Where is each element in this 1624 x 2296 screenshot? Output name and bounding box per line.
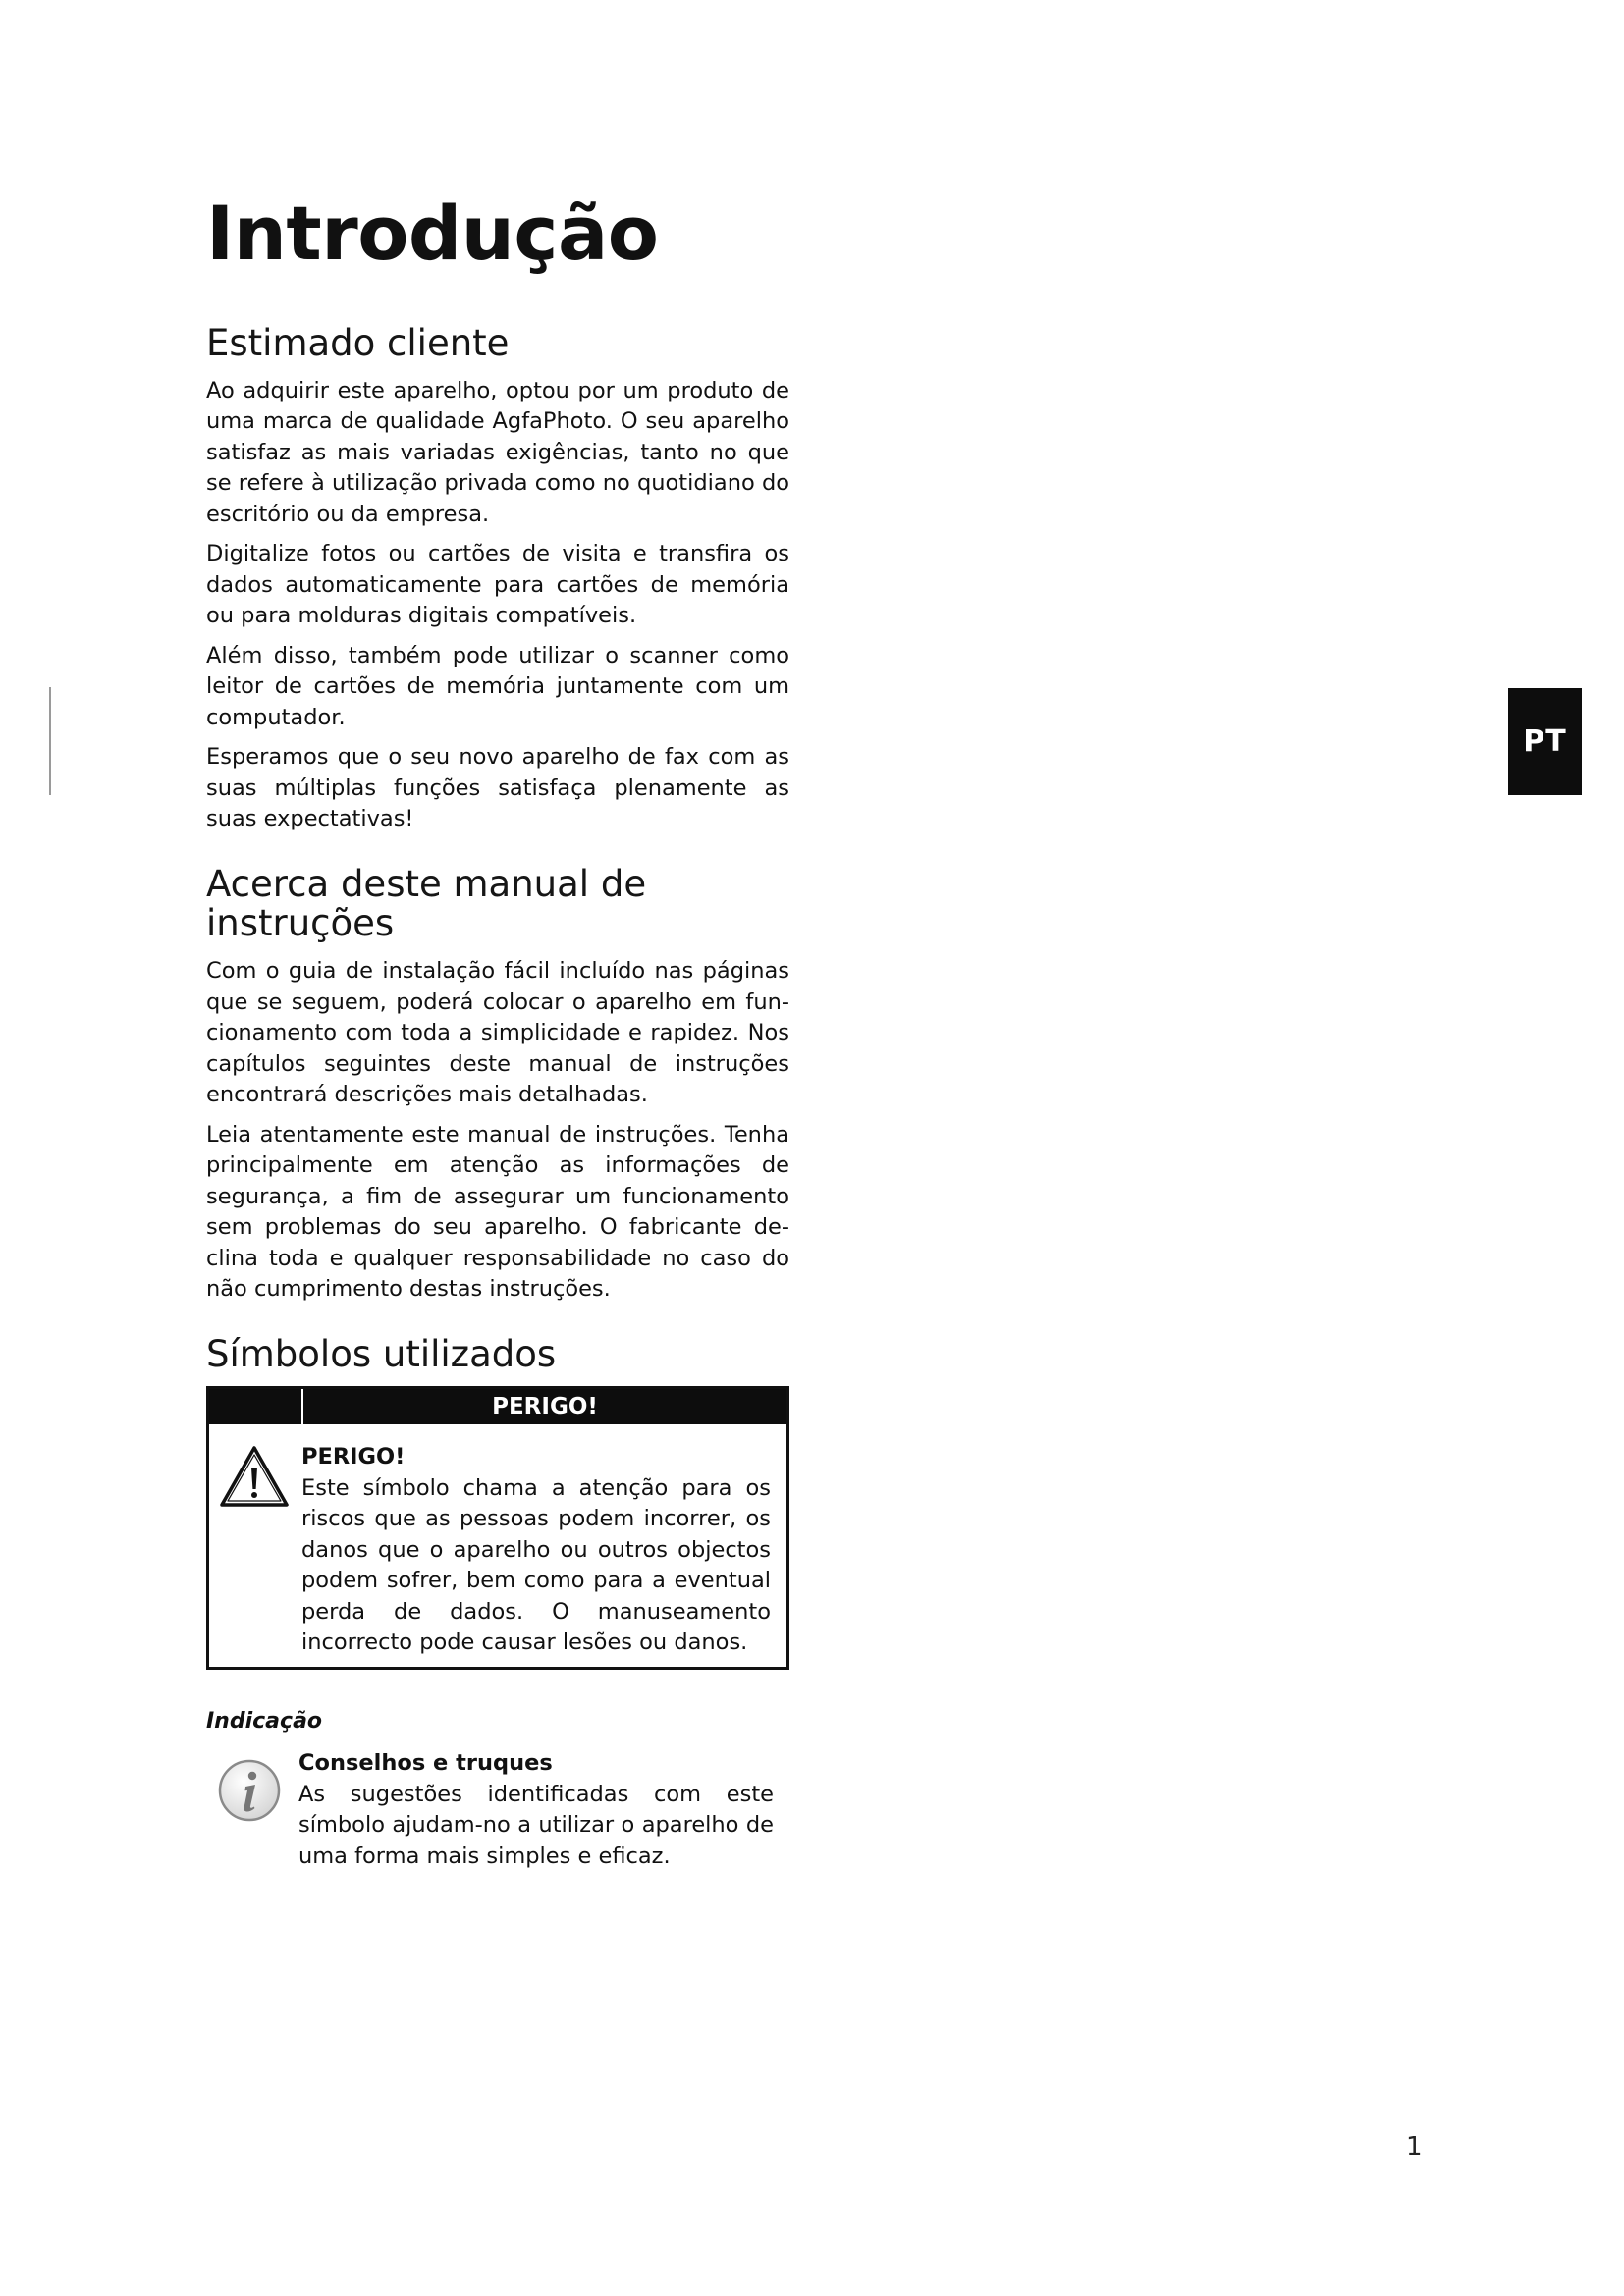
danger-notice: [206, 1386, 789, 1670]
danger-header: [209, 1389, 786, 1424]
hint-text: As sugestões identificadas com este símbolo ajudam-no a utilizar o aparelho de uma forma mais simples e eficaz.: [298, 1781, 774, 1869]
section-title-customer: Estimado cliente: [206, 322, 510, 364]
section-symbols: [206, 1332, 789, 1873]
hint-label: Indicação: [206, 1708, 323, 1734]
danger-body: [209, 1424, 786, 1667]
danger-text: Este símbolo chama a atenção para os riscos que as pessoas podem incorrer, os danos que o aparelho ou outros objectos podem sofrer, bem como para a eventual perda de dados. O manuseamento incorrecto pode causar lesões ou danos.: [301, 1474, 771, 1656]
paragraph: Ao adquirir este aparelho, optou por um produto de uma marca de qualidade AgfaPhoto. O seu aparelho satisfaz as mais variadas exigências, tanto no que se refere à utilização privada como no quotidiano do escritório ou da empresa.: [206, 377, 789, 527]
page-title: Introdução: [206, 189, 659, 277]
section-customer: [206, 324, 789, 835]
hint-notice: [206, 1747, 789, 1873]
margin-marker: [49, 687, 51, 795]
info-icon: [216, 1757, 283, 1824]
paragraph: Com o guia de instalação fácil incluído nas páginas que se seguem, poderá colocar o aparelho em funcionamento com toda a simplicidade e rapidez. Nos capítulos seguintes deste manual de instruções encontrará descrições mais detalhadas.: [206, 958, 789, 1108]
paragraph: Além disso, também pode utilizar o scanner como leitor de cartões de memória juntamente com um computador.: [206, 642, 789, 730]
page-number: 1: [1406, 2132, 1423, 2162]
warning-triangle-icon: [219, 1444, 290, 1509]
hint-title: Conselhos e truques: [298, 1749, 553, 1776]
paragraph: Leia atentamente este manual de instruções. Tenha principalmente em atenção as informações de segurança, a fim de assegurar um funcionamento sem problemas do seu aparelho. O fabricante declina toda e qualquer responsabilidade no caso do não cumprimento destas instruções.: [206, 1121, 789, 1303]
main-content: [206, 189, 789, 1901]
section-title-symbols: Símbolos utilizados: [206, 1332, 557, 1375]
danger-title: PERIGO!: [301, 1444, 406, 1470]
danger-header-spacer: [209, 1389, 303, 1424]
section-title-manual: Acerca deste manual de instruções: [206, 862, 647, 945]
paragraph: Esperamos que o seu novo aparelho de fax com as suas múltiplas funções satisfaça plenamente as suas expectativas!: [206, 744, 789, 832]
section-manual: [206, 862, 789, 1306]
danger-header-label: PERIGO!: [492, 1394, 598, 1420]
paragraph: Digitalize fotos ou cartões de visita e transfira os dados automaticamente para cartões de memória ou para molduras digitais compatíveis.: [206, 541, 789, 629]
language-tab: PT: [1508, 688, 1582, 795]
